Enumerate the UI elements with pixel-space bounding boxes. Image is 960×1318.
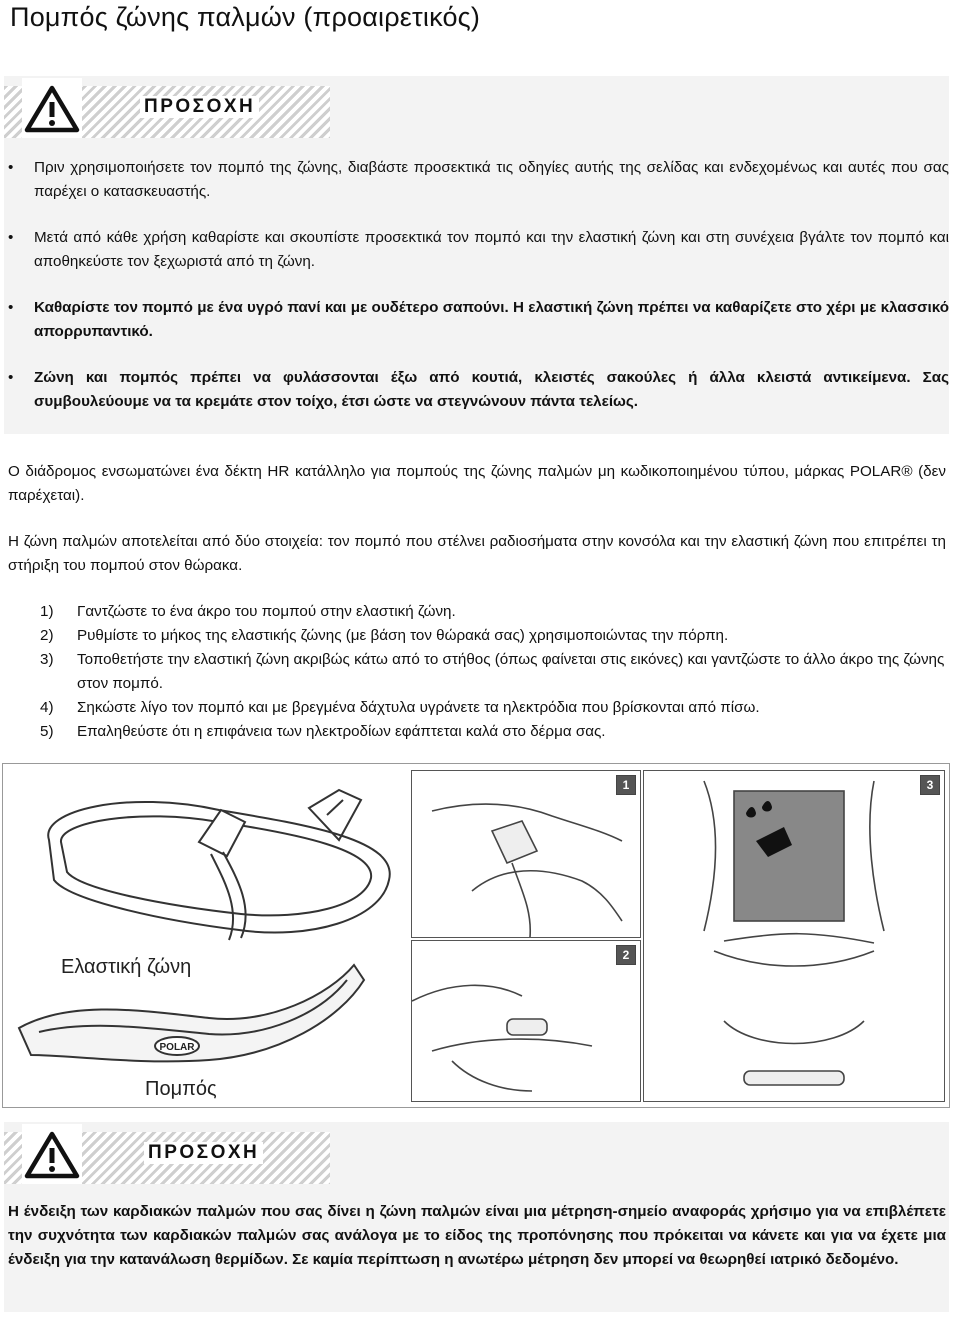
panel-number-badge: 1 [616,775,636,795]
warning-triangle-icon [22,78,82,138]
step-item: 1) Γαντζώστε το ένα άκρο του πομπού στην ελαστική ζώνη. [40,603,456,620]
polar-logo: POLAR [159,1042,195,1053]
step-item: 4) Σηκώστε λίγο τον πομπό και με βρεγμένα δάχτυλα υγράνετε τα ηλεκτρόδια που βρίσκονται από πίσω. [40,699,760,716]
illustration-panel-1 [411,770,641,938]
warning-icon-box [22,78,82,138]
bullet-icon: • [8,159,14,176]
illustration-panel-2 [411,940,641,1102]
description-paragraph: Η ζώνη παλμών αποτελείται από δύο στοιχεία: τον πομπό που στέλνει ραδιοσήματα στην κονσόλα και την ελαστική ζώνη που επιτρέπει τη στήριξη του πομπού στον θώρακα. [8,533,946,574]
strap-label: Ελαστική ζώνη [61,956,192,978]
panel-3-drawing [644,771,944,1101]
page-title: Πομπός ζώνης παλμών (προαιρετικός) [10,2,481,32]
warning-text: Η ένδειξη των καρδιακών παλμών που σας δίνει η ζώνη παλμών είναι μια μέτρηση-σημείο αναφοράς χρήσιμο για να επιβλέπετε την συχνότητα των καρδιακών παλμών σας ανάλογα με το είδος της προπόνησης που πρόκειται να κάνετε και για να έχετε μια ένδειξη για την κατανάλωση θερμίδων. Σε καμία περίπτωση η ανωτέρω μέτρηση δεν μπορεί να θεωρηθεί ιατρικό δεδομένο. [8,1203,946,1268]
warning-item: • Ζώνη και πομπός πρέπει να φυλάσσονται έξω από κουτιά, κλειστές σακούλες ή άλλα κλειστά αντικείμενα. Σας συμβουλεύουμε να τα κρεμάτε στον τοίχο, έτσι ώστε να στεγνώνουν πάντα τελείως. [4,366,949,414]
chest-strap-illustration [2,763,950,1108]
warning-item: • Καθαρίστε τον πομπό με ένα υγρό πανί και με ουδέτερο σαπούνι. Η ελαστική ζώνη πρέπει να καθαρίζετε στο χέρι με κλασσικό απορρυπαντικό. [4,296,949,344]
panel-number-badge: 3 [920,775,940,795]
panel-2-drawing [412,941,640,1101]
warning-item: • Πριν χρησιμοποιήσετε τον πομπό της ζώνης, διαβάστε προσεκτικά τις οδηγίες αυτής της σελίδας και ενδεχομένως και αυτές που σας παρέχει ο κατασκευαστής. [4,156,949,204]
strap-drawing [9,770,409,1100]
panel-number-badge: 2 [616,945,636,965]
warning-triangle-icon [22,1124,82,1184]
step-item: 5) Επαληθεύστε ότι η επιφάνεια των ηλεκτροδίων εφάπτεται καλά στο δέρμα σας. [40,723,606,740]
bullet-icon: • [8,369,14,386]
intro-paragraph: Ο διάδρομος ενσωματώνει ένα δέκτη HR κατάλληλο για πομπούς της ζώνης παλμών μη κωδικοποιημένου τύπου, μάρκας POLAR® (δεν παρέχεται). [8,463,946,504]
warning-label: ΠΡΟΣΟΧΗ [144,1142,263,1164]
transmitter-label: Πομπός [145,1078,217,1100]
step-item: 3) Τοποθετήστε την ελαστική ζώνη ακριβώς κάτω από το στήθος (όπως φαίνεται στις εικόνες) και γαντζώστε το άλλο άκρο της ζώνης στον πομπό. [40,651,945,692]
step-item: 2) Ρυθμίστε το μήκος της ελαστικής ζώνης (με βάση τον θώρακά σας) χρησιμοποιώντας την πόρπη. [40,627,729,644]
warning-item: • Μετά από κάθε χρήση καθαρίστε και σκουπίστε προσεκτικά τον πομπό και την ελαστική ζώνη και στη συνέχεια βγάλτε τον πομπό και αποθηκεύστε τον ξεχωριστά από τη ζώνη. [4,226,949,274]
illustration-panel-3 [643,770,945,1102]
panel-1-drawing [412,771,640,937]
instruction-steps [8,600,948,744]
warning-icon-box [22,1124,82,1184]
bullet-icon: • [8,229,14,246]
warning-label: ΠΡΟΣΟΧΗ [140,96,259,118]
bullet-icon: • [8,299,14,316]
